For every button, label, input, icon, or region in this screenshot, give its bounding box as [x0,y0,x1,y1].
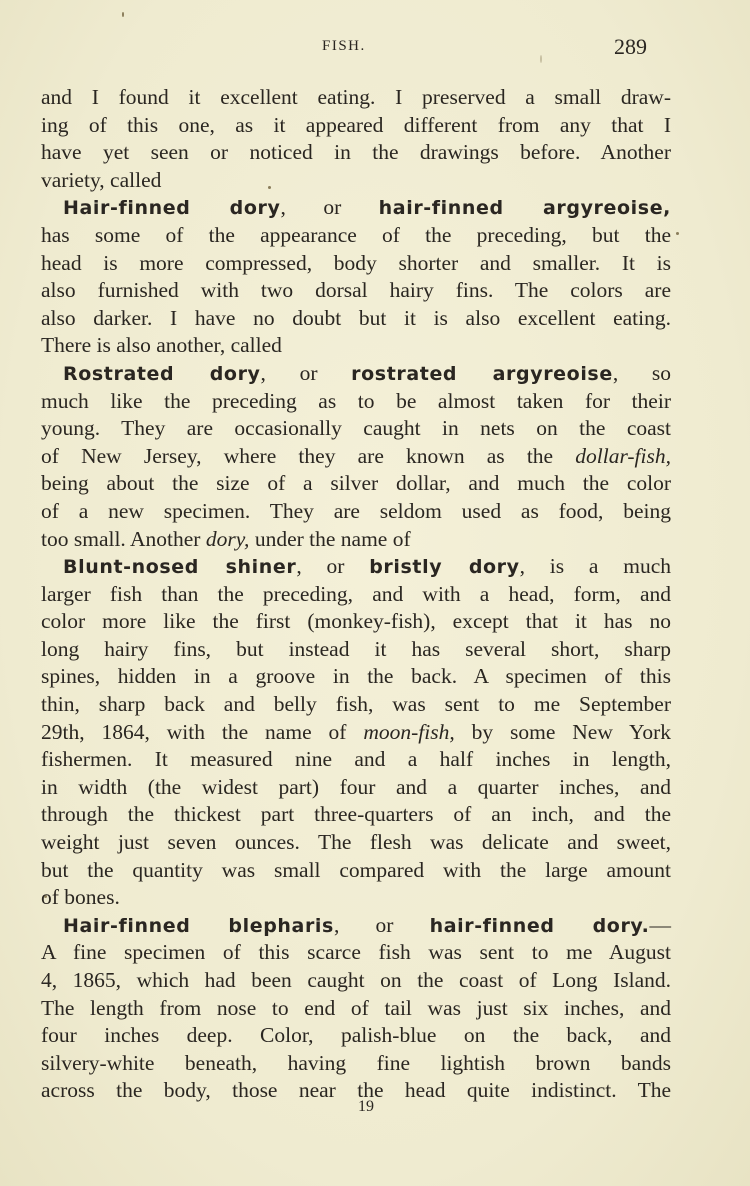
text-run: head is more compressed, body shorter and smaller. It is [41,250,671,275]
text-run: much like the preceding as to be almost taken for their [41,388,671,413]
text-line [41,167,671,195]
species-heading: bristly dory [369,556,520,579]
text-run: across the body, those near the head quite indistinct. The [41,1078,671,1103]
text-run: 29th, 1864, with the name of [41,719,364,744]
text-run: , or [280,195,379,220]
running-title: FISH. [322,38,366,54]
text-line [41,746,671,774]
text-run: The length from nose to end of tail was just six inches, and [41,995,671,1020]
text-run: silvery-white beneath, having fine lightish brown bands [41,1050,671,1075]
text-line [41,829,671,857]
text-run: through the thickest part three-quarters of an inch, and the [41,802,671,827]
text-line [41,498,671,526]
text-run: color more like the first (monkey-fish), except that it has no [41,609,671,634]
text-line [41,1050,671,1078]
running-header [0,34,750,58]
text-line [41,774,671,802]
text-line [41,691,671,719]
text-line [41,360,671,388]
text-run: of bones. [41,885,120,910]
text-run: of New Jersey, where they are known as the [41,443,576,468]
text-line [41,84,671,112]
text-run: , or [260,360,352,385]
text-run: four inches deep. Color, palish-blue on the back, and [41,1023,671,1048]
text-run: also furnished with two dorsal hairy fins. The colors are [41,278,671,303]
text-line [41,332,671,360]
text-run: and I found it excellent eating. I preserved a small draw- [41,85,671,109]
species-heading: Rostrated dory [63,362,261,385]
text-run: being about the size of a silver dollar, and much the color [41,471,671,496]
text-run: , or [333,912,430,937]
text-line [41,553,671,581]
text-run: variety, called [41,167,162,192]
text-run: under the name of [249,526,411,551]
text-line [41,663,671,691]
text-run: , or [296,554,370,579]
species-heading: hair-finned dory. [429,914,650,937]
text-run: 4, 1865, which had been caught on the coast of Long Island. [41,968,671,992]
text-run: , is a much [519,554,671,579]
signature-mark: 19 [358,1098,374,1115]
text-line [41,636,671,664]
text-line [41,884,671,912]
text-line [41,801,671,829]
italic-term: moon-fish, [363,719,455,744]
text-run: weight just seven ounces. The flesh was delicate and sweet, [41,830,671,855]
text-line [41,581,671,609]
page-number: 289 [614,34,647,59]
text-line [41,194,671,222]
species-heading: Hair-finned blepharis [63,914,334,937]
text-line [41,250,671,278]
text-line [41,415,671,443]
text-run: ing of this one, as it appeared different from any that I [41,112,671,137]
text-line [41,443,671,471]
text-run: A fine specimen of this scarce fish was sent to me August [41,940,671,965]
text-run: have yet seen or noticed in the drawings before. Another [41,140,671,165]
body-text [41,84,671,1105]
text-line [41,112,671,140]
text-run: has some of the appearance of the preceding, but the [41,222,671,247]
text-line [41,470,671,498]
text-run: by some New York [454,719,672,744]
text-line [41,1022,671,1050]
text-line [41,995,671,1023]
text-run: fishermen. It measured nine and a half inches in length, [41,747,671,772]
species-heading: Hair-finned dory [63,197,281,220]
text-line [41,939,671,967]
species-heading: rostrated argyreoise [351,362,613,385]
italic-term: dollar-fish, [575,443,671,468]
italic-term: dory, [205,526,250,551]
text-run: young. They are occasionally caught in nets on the coast [41,416,671,441]
text-run: , so [612,360,671,385]
text-run: thin, sharp back and belly fish, was sent to me September [41,692,671,717]
text-line [41,967,671,995]
text-line [41,305,671,333]
text-run: also darker. I have no doubt but it is also excellent eating. [41,305,671,330]
text-line [41,526,671,554]
text-run: There is also another, called [41,333,282,358]
text-run: in width (the widest part) four and a quarter inches, and [41,774,671,799]
text-run: — [649,912,671,937]
species-heading: hair-finned argyreoise, [378,197,671,220]
text-line [41,608,671,636]
species-heading: Blunt-nosed shiner [63,556,297,579]
text-line [41,222,671,250]
text-line [41,277,671,305]
text-run: too small. Another [41,526,206,551]
text-line [41,912,671,940]
text-run: larger fish than the preceding, and with a head, form, and [41,581,671,606]
text-line [41,139,671,167]
text-line [41,719,671,747]
text-run: long hairy fins, but instead it has several short, sharp [41,636,671,661]
text-run: spines, hidden in a groove in the back. A specimen of this [41,664,671,689]
text-run: but the quantity was small compared with the large amount [41,857,671,882]
text-line [41,1077,671,1105]
text-line [41,388,671,416]
text-line [41,857,671,885]
text-run: of a new specimen. They are seldom used as food, being [41,498,671,523]
